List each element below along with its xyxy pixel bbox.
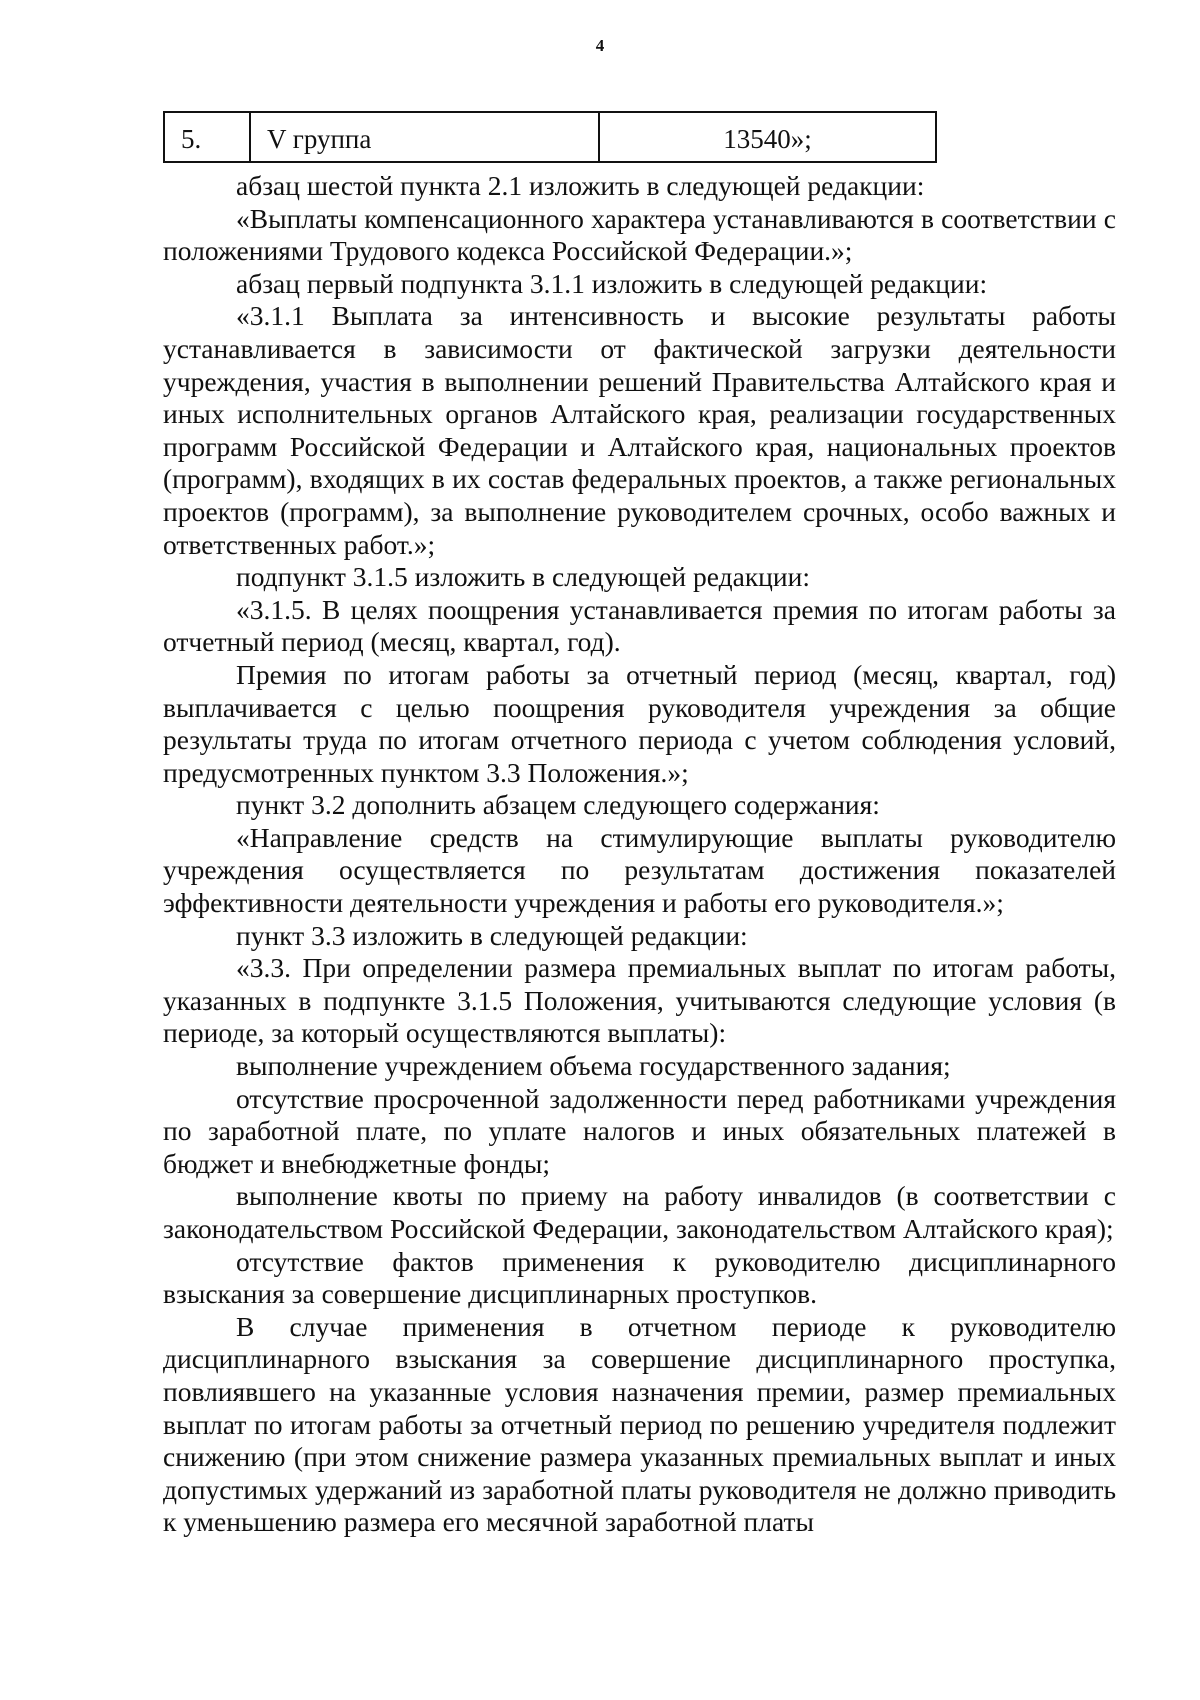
- document-body: [163, 170, 1116, 1539]
- paragraph-3-3-text: «3.3. При определении размера премиальных выплат по итогам работы, указанных в подпункте 3.1.5 Положения, учитываются следующие условия (в периоде, за который осуществляются выплаты):: [163, 952, 1116, 1049]
- paragraph-condition-state-task: выполнение учреждением объема государственного задания;: [236, 1050, 951, 1082]
- paragraph-3-1-1-text: «3.1.1 Выплата за интенсивность и высокие результаты работы устанавливается в зависимости от фактической загрузки деятельности учреждения, участия в выполнении решений Правительства Алтайского края и иных исполнительных органов Алтайского края, реализации государственных программ Российской Федерации и Алтайского края, национальных проектов (программ), входящих в их состав федеральных проектов, а также региональных проектов (программ), за выполнение руководителем срочных, особо важных и ответственных работ.»;: [163, 300, 1116, 560]
- page-number: 4: [595, 36, 605, 55]
- group-name-cell: V группа: [250, 112, 599, 162]
- paragraph-bonus-period: Премия по итогам работы за отчетный период (месяц, квартал, год) выплачивается с целью поощрения руководителя учреждения за общие результаты труда по итогам отчетного периода с учетом соблюдения условий, предусмотренных пунктом 3.3 Положения.»;: [163, 658, 1116, 788]
- table-row: [164, 112, 936, 162]
- row-number-cell: 5.: [164, 112, 250, 162]
- paragraph-penalty-case: В случае применения в отчетном периоде к руководителю дисциплинарного взыскания за совершение дисциплинарного проступка, повлиявшего на указанные условия назначения премии, размер премиальных выплат по итогам работы за отчетный период по решению учредителя подлежит снижению (при этом снижение размера указанных премиальных выплат и иных допустимых удержаний из заработной платы руководителя не должно приводить к уменьшению размера его месячной заработной платы: [163, 1310, 1116, 1538]
- paragraph-3-1-5-text: «3.1.5. В целях поощрения устанавливается премия по итогам работы за отчетный период (месяц, квартал, год).: [163, 593, 1116, 658]
- paragraph-amend-3-1-1: абзац первый подпункта 3.1.1 изложить в следующей редакции:: [236, 267, 988, 299]
- paragraph-condition-no-penalties: отсутствие фактов применения к руководителю дисциплинарного взыскания за совершение дисциплинарных проступков.: [163, 1245, 1116, 1310]
- amount-cell: 13540»;: [599, 112, 936, 162]
- paragraph-condition-no-arrears: отсутствие просроченной задолженности перед работниками учреждения по заработной плате, по уплате налогов и иных обязательных платежей в бюджет и внебюджетные фонды;: [163, 1082, 1116, 1179]
- paragraph-amend-3-3: пункт 3.3 изложить в следующей редакции:: [236, 919, 748, 951]
- paragraph-incentive-funds: «Направление средств на стимулирующие выплаты руководителю учреждения осуществляется по результатам достижения показателей эффективности деятельности учреждения и работы его руководителя.»;: [163, 821, 1116, 919]
- paragraph-compensation: «Выплаты компенсационного характера устанавливаются в соответствии с положениями Трудового кодекса Российской Федерации.»;: [163, 202, 1116, 267]
- paragraph-amend-2-1: абзац шестой пункта 2.1 изложить в следующей редакции:: [236, 170, 925, 201]
- paragraph-amend-3-2: пункт 3.2 дополнить абзацем следующего содержания:: [236, 789, 880, 821]
- paragraph-amend-3-1-5: подпункт 3.1.5 изложить в следующей редакции:: [236, 561, 810, 593]
- paragraph-condition-quota: выполнение квоты по приему на работу инвалидов (в соответствии с законодательством Российской Федерации, законодательством Алтайского края);: [163, 1180, 1116, 1244]
- continuation-table: [163, 111, 937, 163]
